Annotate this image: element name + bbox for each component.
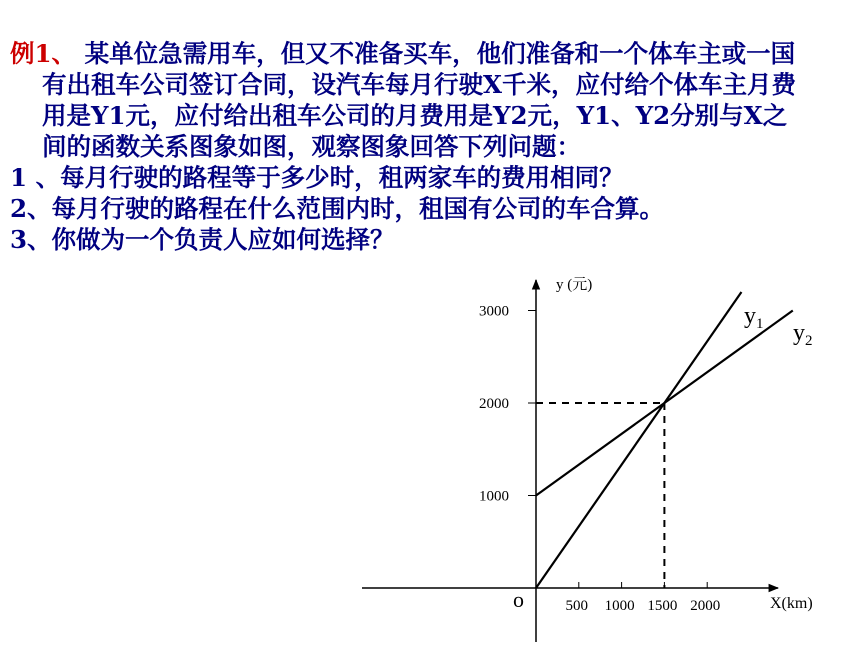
problem-statement: 某单位急需用车，但又不准备买车，他们准备和一个体车主或一国有出租车公司签订合同，设汽车每月行驶X千米，应付给个体车主月费用是Y1元，应付给出租车公司的月费用是Y2元，Y1、Y2分别与X之间的函数关系图象如图，观察图象回答下列问题： — [42, 39, 797, 161]
question-1: 1 、每月行驶的路程等于多少时，租两家车的费用相同？ — [10, 163, 624, 192]
series-line-y1 — [536, 292, 741, 588]
question-2: 2、每月行驶的路程在什么范围内时，租国有公司的车合算。 — [10, 194, 665, 223]
y-axis-label: y (元) — [556, 277, 593, 293]
x-axis-label: X(km) — [770, 595, 813, 612]
y-tick-label-2000: 2000 — [479, 396, 509, 412]
series-label-y2: $y_2$ — [793, 320, 813, 349]
x-tick-label-1000: 1000 — [604, 598, 635, 614]
origin-label: o — [513, 587, 524, 612]
y-tick-label-1000: 1000 — [479, 488, 509, 505]
example-label: 例1、 — [10, 39, 77, 68]
series-label-y1: $y_1$ — [744, 303, 764, 332]
question-3: 3、你做为一个负责人应如何选择？ — [10, 225, 395, 254]
y-tick-label-3000: 3000 — [479, 303, 509, 320]
x-tick-label-1500: 1500 — [647, 598, 678, 614]
x-tick-label-2000: 2000 — [690, 598, 721, 614]
x-tick-label-500: 500 — [565, 598, 589, 614]
